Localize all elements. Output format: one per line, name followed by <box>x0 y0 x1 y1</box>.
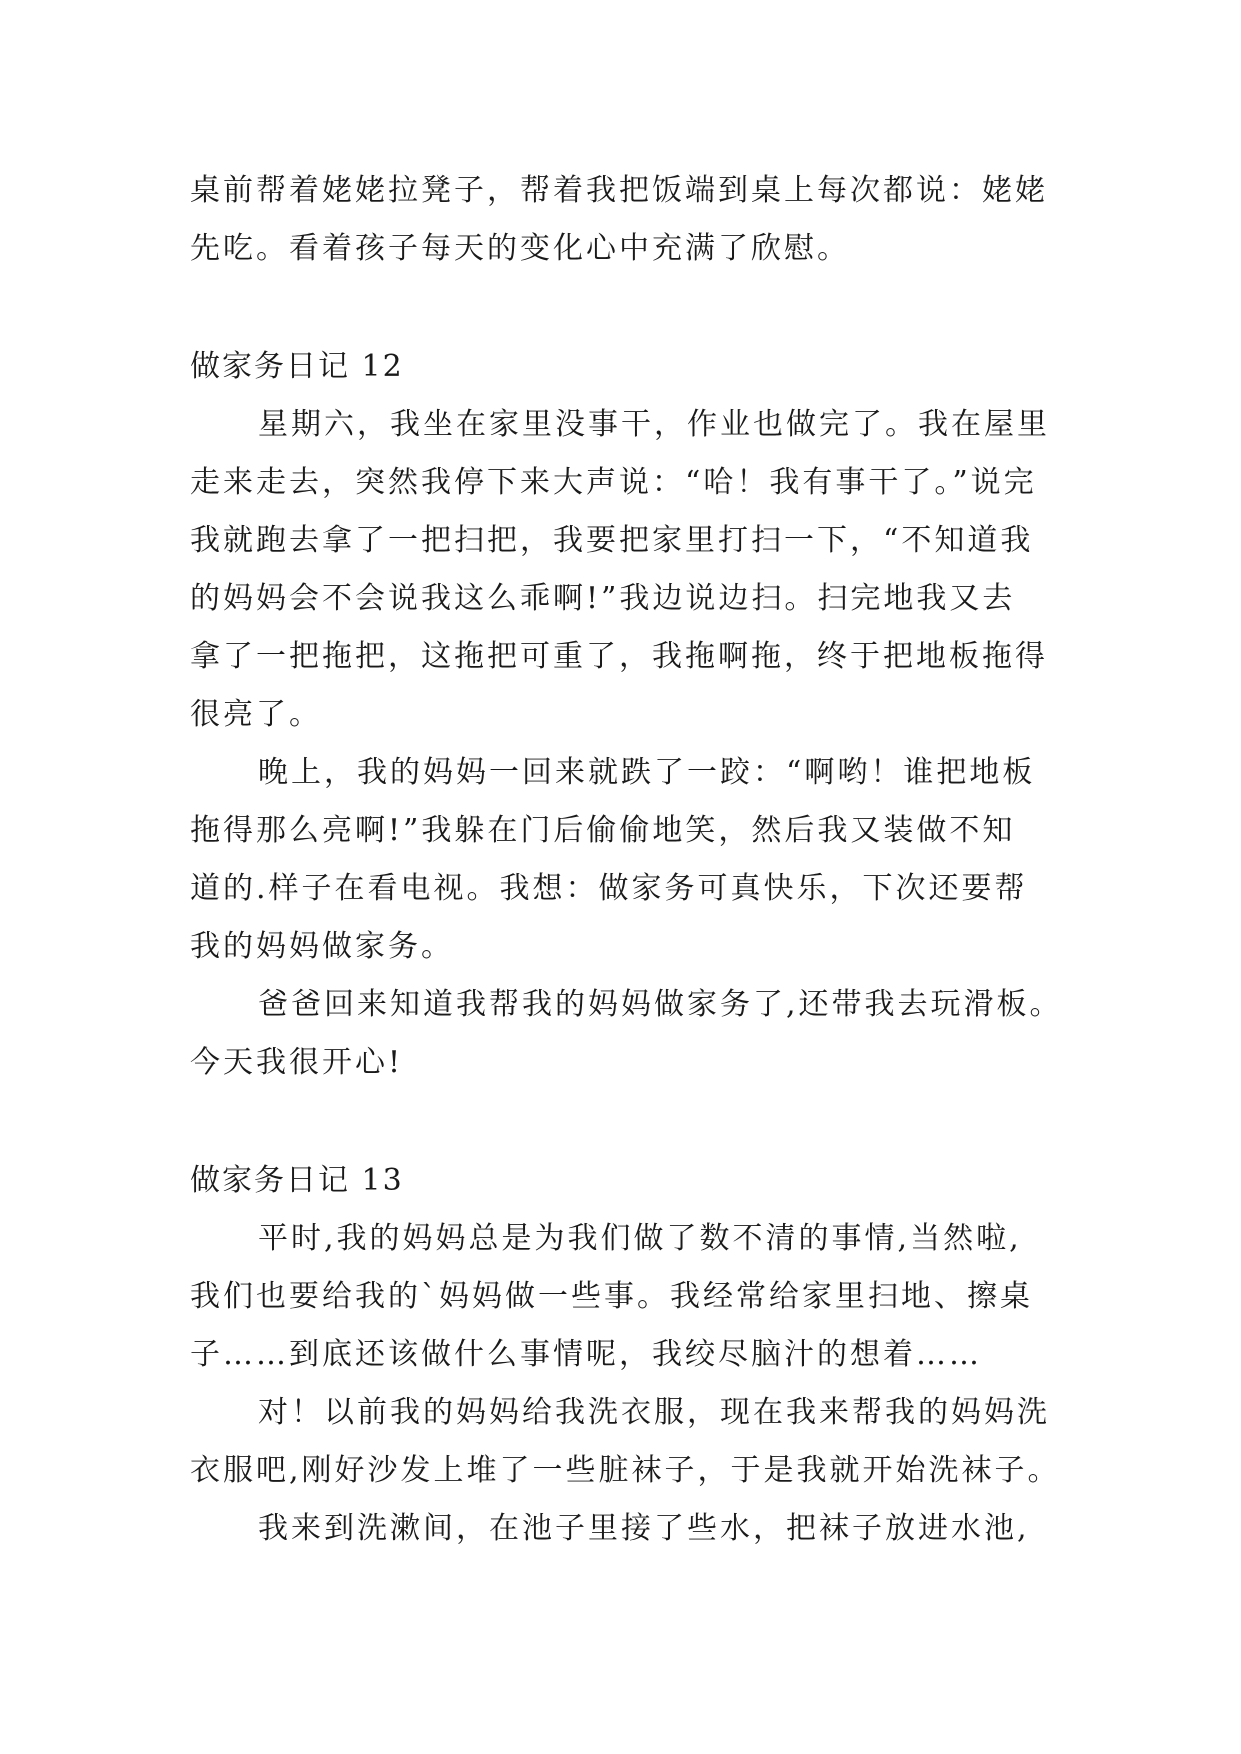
entry-title: 做家务日记 13 <box>190 1163 404 1198</box>
text-line: 道的.样子在看电视。我想：做家务可真快乐，下次还要帮 <box>190 871 1028 906</box>
text-line: 星期六，我坐在家里没事干，作业也做完了。我在屋里 <box>258 407 1050 442</box>
text-line: 我们也要给我的`妈妈做一些事。我经常给家里扫地、擦桌 <box>190 1279 1033 1314</box>
text-line: 先吃。看着孩子每天的变化心中充满了欣慰。 <box>190 231 850 266</box>
text-line: 拿了一把拖把，这拖把可重了，我拖啊拖，终于把地板拖得 <box>190 639 1048 674</box>
intro-paragraph <box>190 162 1050 278</box>
diary-entry-12 <box>190 338 1063 1092</box>
paragraph <box>190 744 1050 976</box>
text-line: 我就跑去拿了一把扫把，我要把家里打扫一下，“不知道我 <box>190 523 1034 558</box>
text-line: 对！以前我的妈妈给我洗衣服，现在我来帮我的妈妈洗 <box>258 1395 1050 1430</box>
text-line: 拖得那么亮啊!”我躲在门后偷偷地笑，然后我又装做不知 <box>190 813 1016 848</box>
text-line: 我的妈妈做家务。 <box>190 929 454 964</box>
text-line: 桌前帮着姥姥拉凳子，帮着我把饭端到桌上每次都说：姥姥 <box>190 173 1048 208</box>
text-line: 的妈妈会不会说我这么乖啊!”我边说边扫。扫完地我又去 <box>190 581 1016 616</box>
text-line: 很亮了。 <box>190 697 322 732</box>
paragraph <box>190 1384 1061 1500</box>
text-line: 衣服吧,刚好沙发上堆了一些脏袜子，于是我就开始洗袜子。 <box>190 1453 1061 1488</box>
paragraph <box>190 976 1063 1092</box>
text-line: 走来走去，突然我停下来大声说：“哈！我有事干了。”说完 <box>190 465 1037 500</box>
paragraph <box>190 1210 1050 1384</box>
paragraph <box>190 1500 1050 1558</box>
text-line: 平时,我的妈妈总是为我们做了数不清的事情,当然啦, <box>258 1221 1022 1256</box>
entry-title: 做家务日记 12 <box>190 349 404 384</box>
paragraph <box>190 396 1050 744</box>
text-line: 我来到洗漱间，在池子里接了些水，把袜子放进水池, <box>258 1511 1030 1546</box>
text-line: 晚上，我的妈妈一回来就跌了一跤：“啊哟！谁把地板 <box>258 755 1036 790</box>
document-page <box>190 162 1063 1558</box>
text-line: 子……到底还该做什么事情呢，我绞尽脑汁的想着…… <box>190 1337 982 1372</box>
text-line: 今天我很开心! <box>190 1045 404 1080</box>
text-line: 爸爸回来知道我帮我的妈妈做家务了,还带我去玩滑板。 <box>258 987 1063 1022</box>
diary-entry-13 <box>190 1152 1061 1558</box>
